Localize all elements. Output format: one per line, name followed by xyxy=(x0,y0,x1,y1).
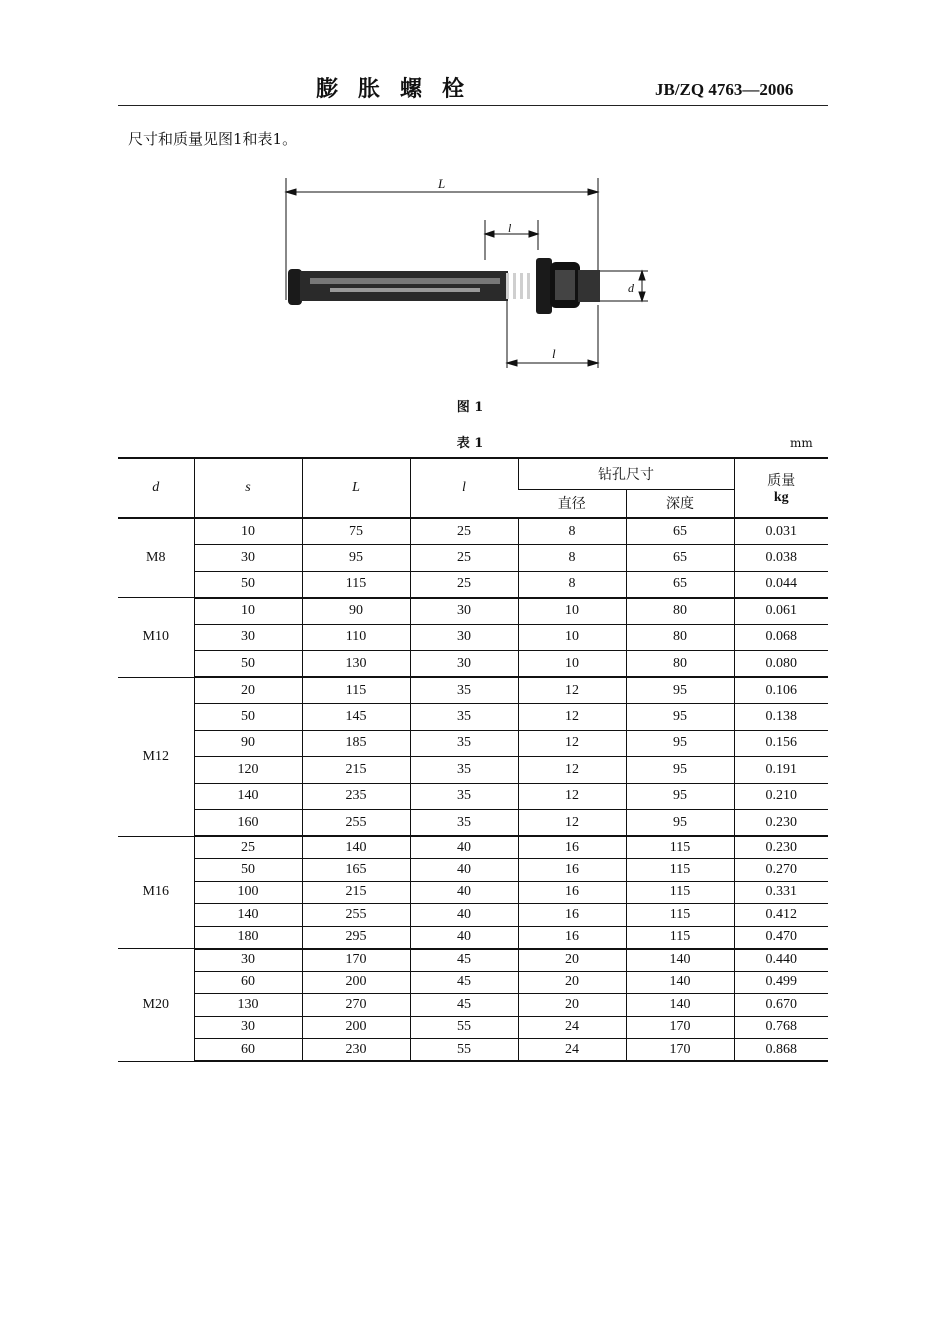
mass-cell: 0.412 xyxy=(734,904,828,927)
l-cell: 35 xyxy=(410,704,518,731)
s-cell: 60 xyxy=(194,971,302,994)
L-cell: 165 xyxy=(302,859,410,882)
table-row xyxy=(118,949,828,972)
l-cell: 35 xyxy=(410,677,518,704)
dimension-d-label: d xyxy=(628,281,634,295)
diameter-cell: 12 xyxy=(518,677,626,704)
mass-cell: 0.031 xyxy=(734,518,828,545)
mass-cell: 0.331 xyxy=(734,881,828,904)
header-mass xyxy=(734,458,828,518)
diameter-cell: 24 xyxy=(518,1016,626,1039)
diameter-cell: 20 xyxy=(518,994,626,1017)
depth-cell: 115 xyxy=(626,881,734,904)
mass-cell: 0.270 xyxy=(734,859,828,882)
L-cell: 115 xyxy=(302,677,410,704)
table-row xyxy=(118,859,828,882)
page-title: 膨胀螺栓 xyxy=(315,76,484,102)
l-cell: 30 xyxy=(410,598,518,625)
mass-cell: 0.230 xyxy=(734,836,828,859)
mass-cell: 0.106 xyxy=(734,677,828,704)
mass-cell: 0.210 xyxy=(734,783,828,810)
mass-cell: 0.061 xyxy=(734,598,828,625)
table-row xyxy=(118,926,828,949)
mass-cell: 0.038 xyxy=(734,545,828,572)
header-s: s xyxy=(194,458,302,518)
mass-cell: 0.868 xyxy=(734,1039,828,1062)
s-cell: 50 xyxy=(194,859,302,882)
table-row xyxy=(118,971,828,994)
l-cell: 35 xyxy=(410,730,518,757)
diameter-cell: 10 xyxy=(518,651,626,678)
l-cell: 40 xyxy=(410,881,518,904)
s-cell: 160 xyxy=(194,810,302,837)
depth-cell: 95 xyxy=(626,730,734,757)
d-cell: M20 xyxy=(118,949,194,1062)
L-cell: 185 xyxy=(302,730,410,757)
s-cell: 30 xyxy=(194,949,302,972)
table-row xyxy=(118,704,828,731)
L-cell: 295 xyxy=(302,926,410,949)
d-cell: M10 xyxy=(118,598,194,678)
L-cell: 140 xyxy=(302,836,410,859)
header-diameter: 直径 xyxy=(518,489,626,518)
table-row xyxy=(118,881,828,904)
L-cell: 95 xyxy=(302,545,410,572)
diameter-cell: 20 xyxy=(518,971,626,994)
mass-cell: 0.156 xyxy=(734,730,828,757)
s-cell: 140 xyxy=(194,904,302,927)
l-cell: 40 xyxy=(410,904,518,927)
diameter-cell: 16 xyxy=(518,836,626,859)
L-cell: 90 xyxy=(302,598,410,625)
d-cell: M8 xyxy=(118,518,194,598)
L-cell: 230 xyxy=(302,1039,410,1062)
l-cell: 25 xyxy=(410,545,518,572)
depth-cell: 80 xyxy=(626,651,734,678)
s-cell: 25 xyxy=(194,836,302,859)
l-cell: 40 xyxy=(410,836,518,859)
s-cell: 20 xyxy=(194,677,302,704)
table-row xyxy=(118,545,828,572)
s-cell: 100 xyxy=(194,881,302,904)
s-cell: 10 xyxy=(194,598,302,625)
intro-text: 尺寸和质量见图1和表1。 xyxy=(128,130,298,148)
diameter-cell: 16 xyxy=(518,904,626,927)
diameter-cell: 16 xyxy=(518,859,626,882)
l-cell: 45 xyxy=(410,949,518,972)
dimension-s-label: l xyxy=(508,221,512,235)
mass-cell: 0.499 xyxy=(734,971,828,994)
l-cell: 40 xyxy=(410,859,518,882)
s-cell: 10 xyxy=(194,518,302,545)
depth-cell: 95 xyxy=(626,783,734,810)
unit-label: mm xyxy=(790,436,813,450)
header-d: d xyxy=(118,458,194,518)
mass-cell: 0.044 xyxy=(734,571,828,598)
table-row xyxy=(118,994,828,1017)
l-cell: 30 xyxy=(410,624,518,651)
l-cell: 45 xyxy=(410,994,518,1017)
diameter-cell: 12 xyxy=(518,757,626,784)
mass-cell: 0.440 xyxy=(734,949,828,972)
depth-cell: 95 xyxy=(626,677,734,704)
depth-cell: 140 xyxy=(626,994,734,1017)
depth-cell: 115 xyxy=(626,904,734,927)
s-cell: 50 xyxy=(194,704,302,731)
header-divider xyxy=(118,105,828,106)
L-cell: 170 xyxy=(302,949,410,972)
table-row xyxy=(118,1016,828,1039)
table-caption: 表 1 xyxy=(456,436,484,451)
dimension-d xyxy=(600,271,648,301)
table-row xyxy=(118,730,828,757)
l-cell: 35 xyxy=(410,757,518,784)
mass-cell: 0.670 xyxy=(734,994,828,1017)
table-row xyxy=(118,1039,828,1062)
mass-cell: 0.138 xyxy=(734,704,828,731)
depth-cell: 95 xyxy=(626,757,734,784)
s-cell: 140 xyxy=(194,783,302,810)
depth-cell: 140 xyxy=(626,949,734,972)
s-cell: 90 xyxy=(194,730,302,757)
diameter-cell: 24 xyxy=(518,1039,626,1062)
header-L: L xyxy=(302,458,410,518)
figure-caption: 图 1 xyxy=(456,400,484,415)
depth-cell: 95 xyxy=(626,810,734,837)
depth-cell: 65 xyxy=(626,518,734,545)
mass-cell: 0.080 xyxy=(734,651,828,678)
L-cell: 255 xyxy=(302,810,410,837)
table-row xyxy=(118,518,828,545)
l-cell: 40 xyxy=(410,926,518,949)
l-cell: 35 xyxy=(410,783,518,810)
spec-table xyxy=(118,457,828,1062)
l-cell: 30 xyxy=(410,651,518,678)
diameter-cell: 8 xyxy=(518,571,626,598)
mass-cell: 0.230 xyxy=(734,810,828,837)
depth-cell: 115 xyxy=(626,926,734,949)
L-cell: 115 xyxy=(302,571,410,598)
diameter-cell: 12 xyxy=(518,810,626,837)
mass-cell: 0.470 xyxy=(734,926,828,949)
l-cell: 55 xyxy=(410,1039,518,1062)
d-cell: M12 xyxy=(118,677,194,836)
L-cell: 110 xyxy=(302,624,410,651)
diameter-cell: 16 xyxy=(518,926,626,949)
depth-cell: 95 xyxy=(626,704,734,731)
L-cell: 200 xyxy=(302,971,410,994)
l-cell: 35 xyxy=(410,810,518,837)
header-mass-label: 质量 xyxy=(767,474,796,489)
depth-cell: 65 xyxy=(626,571,734,598)
s-cell: 50 xyxy=(194,651,302,678)
bolt-figure xyxy=(270,170,670,380)
mass-cell: 0.191 xyxy=(734,757,828,784)
s-cell: 30 xyxy=(194,1016,302,1039)
header-l: l xyxy=(410,458,518,518)
s-cell: 30 xyxy=(194,545,302,572)
L-cell: 75 xyxy=(302,518,410,545)
table-row xyxy=(118,624,828,651)
l-cell: 55 xyxy=(410,1016,518,1039)
diameter-cell: 20 xyxy=(518,949,626,972)
table-row xyxy=(118,598,828,625)
dimension-L-label: L xyxy=(438,176,446,191)
s-cell: 30 xyxy=(194,624,302,651)
L-cell: 270 xyxy=(302,994,410,1017)
diameter-cell: 12 xyxy=(518,730,626,757)
s-cell: 130 xyxy=(194,994,302,1017)
table-row xyxy=(118,677,828,704)
standard-code: JB/ZQ 4763—2006 xyxy=(655,80,794,99)
l-cell: 25 xyxy=(410,518,518,545)
s-cell: 180 xyxy=(194,926,302,949)
diameter-cell: 10 xyxy=(518,598,626,625)
depth-cell: 140 xyxy=(626,971,734,994)
depth-cell: 65 xyxy=(626,545,734,572)
depth-cell: 80 xyxy=(626,598,734,625)
L-cell: 235 xyxy=(302,783,410,810)
table-row xyxy=(118,783,828,810)
header-mass-unit: kg xyxy=(773,490,789,505)
depth-cell: 80 xyxy=(626,624,734,651)
table-row xyxy=(118,651,828,678)
s-cell: 120 xyxy=(194,757,302,784)
L-cell: 130 xyxy=(302,651,410,678)
bolt-body xyxy=(288,258,600,314)
dimension-l-label: l xyxy=(552,346,556,361)
diameter-cell: 12 xyxy=(518,783,626,810)
L-cell: 145 xyxy=(302,704,410,731)
diameter-cell: 16 xyxy=(518,881,626,904)
dimension-s xyxy=(485,220,538,260)
mass-cell: 0.768 xyxy=(734,1016,828,1039)
s-cell: 60 xyxy=(194,1039,302,1062)
diameter-cell: 10 xyxy=(518,624,626,651)
depth-cell: 115 xyxy=(626,836,734,859)
table-row xyxy=(118,810,828,837)
L-cell: 215 xyxy=(302,757,410,784)
header-depth: 深度 xyxy=(626,489,734,518)
L-cell: 255 xyxy=(302,904,410,927)
table-body xyxy=(118,518,828,1061)
table-row xyxy=(118,571,828,598)
diameter-cell: 12 xyxy=(518,704,626,731)
diameter-cell: 8 xyxy=(518,545,626,572)
depth-cell: 115 xyxy=(626,859,734,882)
depth-cell: 170 xyxy=(626,1039,734,1062)
depth-cell: 170 xyxy=(626,1016,734,1039)
header-drill-size: 钻孔尺寸 xyxy=(518,458,734,489)
l-cell: 45 xyxy=(410,971,518,994)
mass-cell: 0.068 xyxy=(734,624,828,651)
diameter-cell: 8 xyxy=(518,518,626,545)
s-cell: 50 xyxy=(194,571,302,598)
table-row xyxy=(118,836,828,859)
d-cell: M16 xyxy=(118,836,194,949)
L-cell: 215 xyxy=(302,881,410,904)
table-row xyxy=(118,757,828,784)
table-row xyxy=(118,904,828,927)
l-cell: 25 xyxy=(410,571,518,598)
L-cell: 200 xyxy=(302,1016,410,1039)
